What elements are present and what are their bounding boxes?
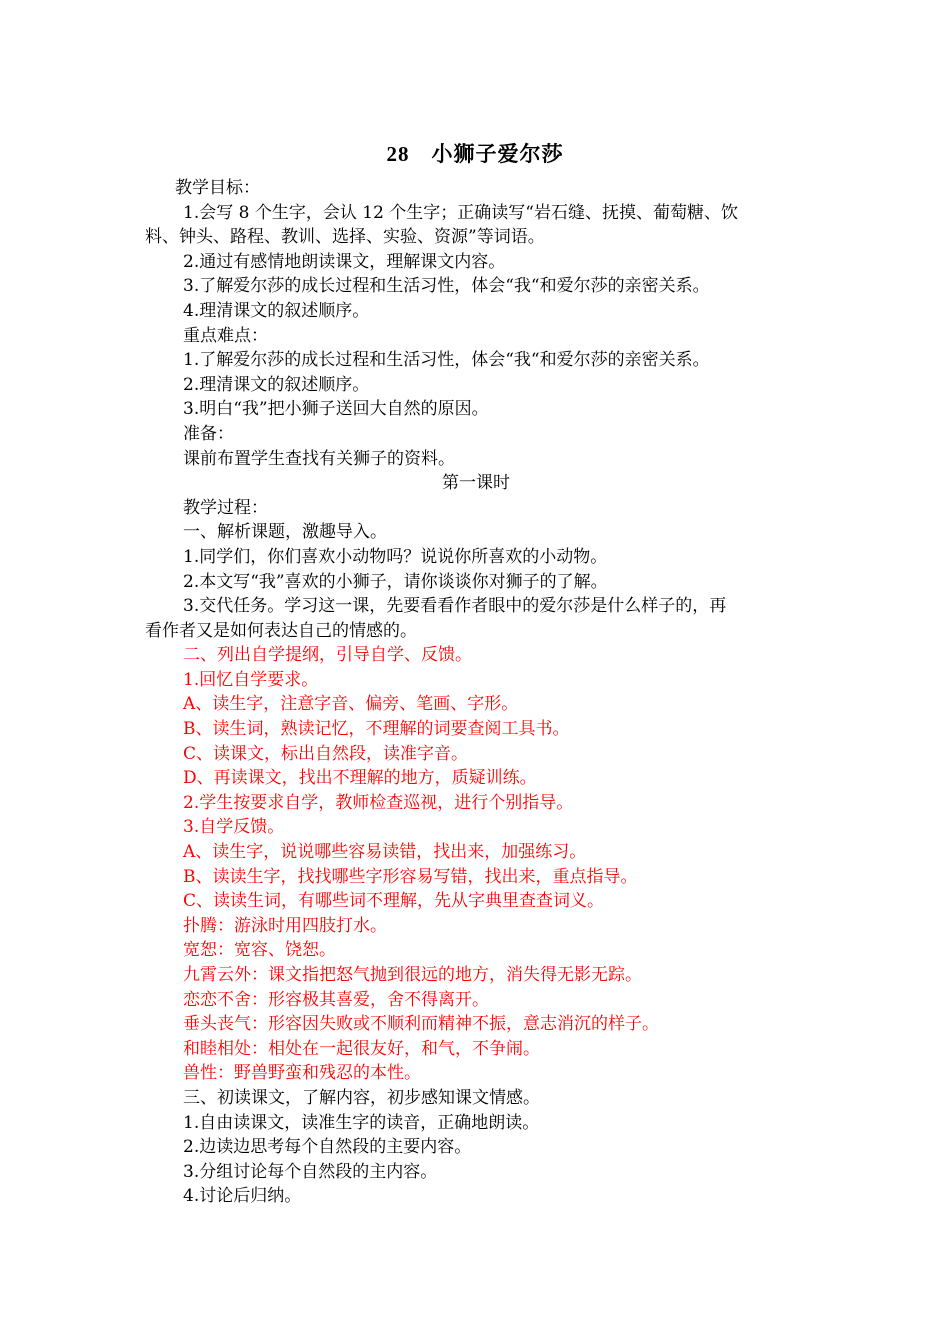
- text-line: 九霄云外：课文指把怒气抛到很远的地方，消失得无影无踪。: [183, 965, 642, 985]
- text-line: 宽恕：宽容、饶恕。: [183, 940, 336, 961]
- text-line: A、读生字，注意字音、偏旁、笔画、字形。: [183, 694, 519, 715]
- text-line: 兽性：野兽野蛮和残忍的本性。: [183, 1063, 421, 1084]
- section-heading: 第一课时: [442, 473, 510, 494]
- text-line: 准备：: [183, 423, 234, 444]
- text-line: 恋恋不舍：形容极其喜爱，舍不得离开。: [183, 989, 489, 1010]
- text-line: 3.自学反馈。: [183, 817, 285, 838]
- text-line: 和睦相处：相处在一起很友好，和气，不争闹。: [183, 1038, 540, 1059]
- text-line: 课前布置学生查找有关狮子的资料。: [183, 448, 455, 469]
- lesson-title: [0, 138, 950, 168]
- text-line: 3.分组讨论每个自然段的主内容。: [183, 1161, 438, 1182]
- text-line: 三、初读课文，了解内容，初步感知课文情感。: [183, 1087, 540, 1108]
- text-line: 教学过程：: [183, 497, 268, 518]
- text-line: 1.同学们，你们喜欢小动物吗？说说你所喜欢的小动物。: [183, 546, 608, 567]
- text-line: 3.交代任务。学习这一课，先要看看作者眼中的爱尔莎是什么样子的，再: [183, 596, 727, 617]
- text-line: B、读读生字，找找哪些字形容易写错，找出来，重点指导。: [183, 866, 638, 887]
- document-body: [145, 176, 807, 1209]
- text-line: 2.本文写“我”喜欢的小狮子，请你谈谈你对狮子的了解。: [183, 571, 608, 592]
- text-line: 1.会写 8 个生字，会认 12 个生字；正确读写“岩石缝、抚摸、葡萄糖、饮: [183, 202, 738, 223]
- text-line: 1.了解爱尔莎的成长过程和生活习性，体会“我“和爱尔莎的亲密关系。: [183, 350, 710, 371]
- lesson-number: 28: [386, 142, 410, 166]
- text-line: 一、解析课题，激趣导入。: [183, 522, 387, 543]
- text-line: 扑腾：游泳时用四肢打水。: [183, 915, 387, 936]
- text-line: 3.了解爱尔莎的成长过程和生活习性，体会“我“和爱尔莎的亲密关系。: [183, 276, 710, 297]
- text-line: 4.讨论后归纳。: [183, 1186, 302, 1207]
- lesson-title-text: 小狮子爱尔莎: [431, 142, 564, 166]
- text-line: 1.回忆自学要求。: [183, 669, 319, 690]
- text-line: 3.明白“我”把小狮子送回大自然的原因。: [183, 399, 489, 420]
- text-line: 2.通过有感情地朗读课文，理解课文内容。: [183, 251, 506, 272]
- text-line: 1.自由读课文，读准生字的读音，正确地朗读。: [183, 1112, 540, 1133]
- text-line: 2.学生按要求自学，教师检查巡视，进行个别指导。: [183, 792, 574, 813]
- text-line: D、再读课文，找出不理解的地方，质疑训练。: [183, 768, 537, 789]
- text-line: 看作者又是如何表达自己的情感的。: [145, 620, 417, 641]
- text-line: C、读课文，标出自然段，读准字音。: [183, 743, 469, 764]
- text-line: 二、列出自学提纲，引导自学、反馈。: [183, 645, 472, 666]
- text-line: 4.理清课文的叙述顺序。: [183, 300, 370, 321]
- text-line: 垂头丧气：形容因失败或不顺利而精神不振，意志消沉的样子。: [183, 1014, 659, 1035]
- text-line: 2.边读边思考每个自然段的主要内容。: [183, 1137, 472, 1158]
- text-line: 重点难点：: [183, 325, 268, 346]
- text-line: A、读生字，说说哪些容易读错，找出来，加强练习。: [183, 842, 587, 863]
- text-line: C、读读生词，有哪些词不理解，先从字典里查查词义。: [183, 891, 605, 912]
- text-line: 2.理清课文的叙述顺序。: [183, 374, 370, 395]
- text-line: B、读生词，熟读记忆，不理解的词要查阅工具书。: [183, 719, 570, 740]
- text-line: 教学目标：: [175, 178, 260, 198]
- text-line: 料、钟头、路程、教训、选择、实验、资源”等词语。: [145, 227, 545, 248]
